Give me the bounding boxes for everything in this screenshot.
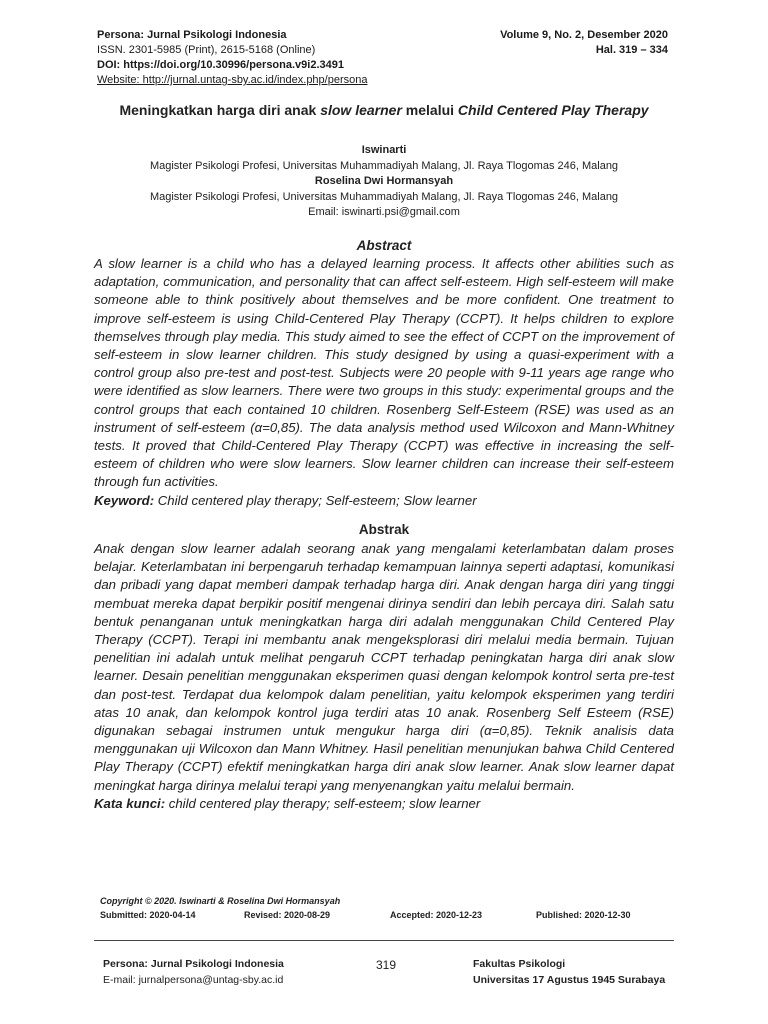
author-block	[0, 143, 768, 221]
title-part: melalui	[401, 102, 458, 118]
keywords-list: Child centered play therapy; Self-esteem; Slow learner	[154, 492, 477, 508]
journal-name: Persona: Jurnal Psikologi Indonesia	[97, 29, 287, 41]
author-name: Iswinarti	[361, 144, 407, 156]
paper-title	[0, 102, 768, 118]
author-affiliation: Magister Psikologi Profesi, Universitas Muhammadiyah Malang, Jl. Raya Tlogomas 246, Malang	[149, 190, 619, 203]
footer-divider	[94, 940, 674, 941]
issn: ISSN. 2301-5985 (Print), 2615-5168 (Online)	[97, 44, 316, 56]
journal-header	[97, 28, 367, 88]
revised-date: Revised: 2020-08-29	[244, 910, 331, 920]
author-name: Roselina Dwi Hormansyah	[314, 175, 454, 187]
copyright: Copyright © 2020. Iswinarti & Roselina Dwi Hormansyah	[100, 896, 341, 906]
keywords-label: Keyword:	[94, 492, 155, 508]
title-part: Meningkatkan harga diri anak	[119, 102, 321, 118]
accepted-date: Accepted: 2020-12-23	[390, 910, 483, 920]
page-number: 319	[376, 958, 397, 972]
website-link[interactable]: Website: http://jurnal.untag-sby.ac.id/index.php/persona	[97, 74, 368, 86]
kata-kunci-label: Kata kunci:	[94, 795, 166, 811]
author-email[interactable]: Email: iswinarti.psi@gmail.com	[308, 206, 460, 218]
abstract-text: A slow learner is a child who has a delayed learning process. It affects other abilities such as adaptation, communication, and personality that can affect self-esteem. High self-esteem will make someone able to think positively about themselves and be more confident. One treatment to improve self-esteem is using Child-Centered Play Therapy (CCPT). It helps children to explore themselves through play media. This study aimed to see the effect of CCPT on the improvement of self-esteem in slow learner children. This study designed by using a quasi-experiment with a control group also pre-test and post-test. Subjects were 20 people with 9-11 years age range who were identified as slow learners. There were two groups in this study: experimental groups and the control groups that each contained 10 children. Rosenberg Self-Esteem (RSE) was used as an instrument of self-esteem (α=0,85). The data analysis method used Wilcoxon and Mann-Whitney tests. It proved that Child-Centered Play Therapy (CCPT) was effective in increasing the self-esteem of children who were slow learners. Slow learner children can increase their self-esteem through fun activities.	[94, 256, 674, 490]
footer-journal	[103, 956, 284, 988]
kata-kunci	[94, 795, 674, 813]
title-part-italic: slow learner	[320, 102, 402, 118]
title-part-italic: Child Centered Play Therapy	[457, 102, 649, 118]
doi-link[interactable]: DOI: https://doi.org/10.30996/persona.v9i2.3491	[97, 59, 344, 71]
volume-info	[470, 28, 668, 58]
abstrak-text: Anak dengan slow learner adalah seorang anak yang mengalami keterlambatan dalam proses belajar. Keterlambatan ini berpengaruh terhadap kemampuan lainnya seperti adaptasi, komunikasi dan pribadi yang dapat memberi dampak terhadap harga diri. Anak dengan harga diri yang tinggi membuat mereka dapat berpikir positif mengenai dirinya sendiri dan lebih percaya diri. Salah satu bentuk penanganan untuk meningkatkan harga diri adalah menggunakan Child Centered Play Therapy (CCPT). Terapi ini membantu anak mengeksplorasi diri melalui media bermain. Tujuan penelitian ini adalah untuk melihat pengaruh CCPT terhadap peningkatan harga diri anak slow learner. Desain penelitian menggunakan eksperimen quasi dengan kelompok kontrol serta pre-test dan post-test. Terdapat dua kelompok dalam penelitian, yaitu kelompok eksperimen yang terdiri atas 10 anak, dan kelompok kontrol juga terdiri atas 10 anak. Rosenberg Self Esteem (RSE) digunakan sebagai instrumen untuk mengukur harga diri (α=0,85). Teknik analisis data menggunakan uji Wilcoxon dan Mann Whitney. Hasil penelitian menunjukan bahwa Child Centered Play Therapy (CCPT) efektif meningkatkan harga diri anak slow learner. Anak slow learner dapat meningkat harga dirinya melalui terapi yang menyenangkan yaitu melalui bermain.	[94, 541, 674, 793]
page-range: Hal. 319 – 334	[595, 44, 668, 56]
abstract-english	[94, 255, 674, 510]
kata-kunci-list: child centered play therapy; self-esteem; slow learner	[165, 795, 481, 811]
footer-journal-name: Persona: Jurnal Psikologi Indonesia	[103, 958, 284, 970]
footer-email[interactable]: E-mail: jurnalpersona@untag-sby.ac.id	[103, 974, 284, 986]
volume: Volume 9, No. 2, Desember 2020	[500, 29, 668, 41]
faculty: Fakultas Psikologi	[473, 958, 566, 970]
published-date: Published: 2020-12-30	[536, 910, 631, 920]
university: Universitas 17 Agustus 1945 Surabaya	[473, 974, 666, 986]
abstract-indonesian	[94, 540, 674, 813]
footer-institution	[473, 956, 665, 988]
keywords	[94, 492, 674, 510]
submitted-date: Submitted: 2020-04-14	[100, 910, 196, 920]
abstrak-heading: Abstrak	[358, 522, 410, 537]
abstract-heading: Abstract	[356, 238, 412, 253]
author-affiliation: Magister Psikologi Profesi, Universitas Muhammadiyah Malang, Jl. Raya Tlogomas 246, Malang	[149, 159, 619, 172]
